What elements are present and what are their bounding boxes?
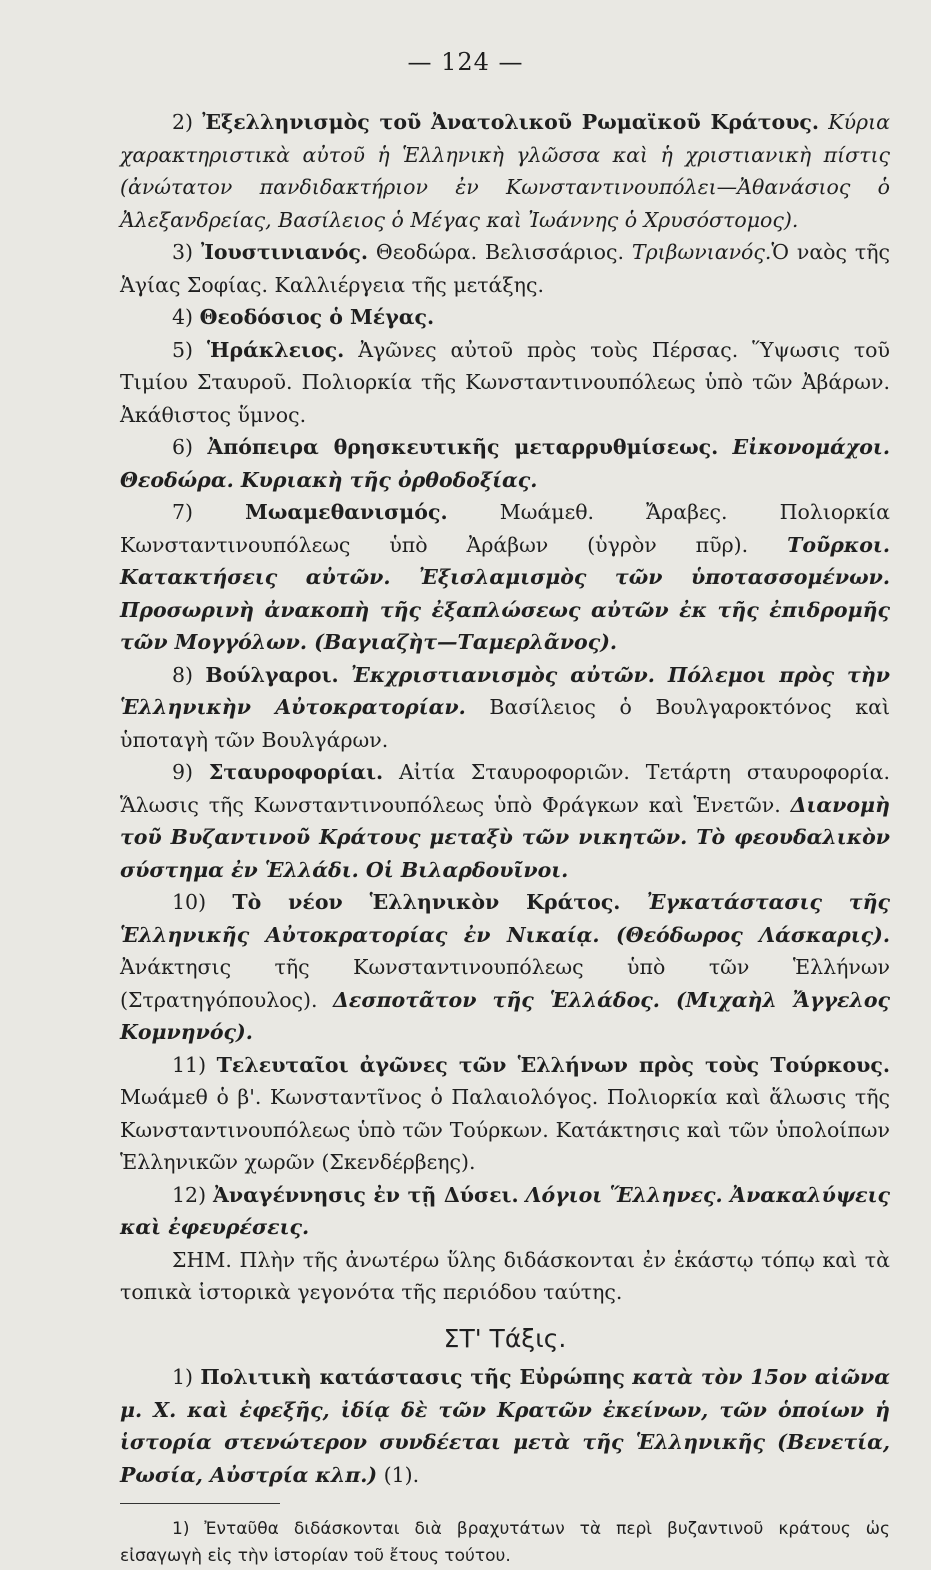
item-heading: Μωαμεθανισμός. xyxy=(245,500,448,524)
note-paragraph: ΣΗΜ. Πλὴν τῆς ἀνωτέρω ὕλης διδάσκονται ἐν ἑκάστῳ τόπῳ καὶ τὰ τοπικὰ ἱστορικὰ γεγονότα τῆς περιόδου ταύτης. xyxy=(120,1247,890,1304)
item-number: 7) xyxy=(172,500,194,524)
footnote-marker: 1) xyxy=(172,1519,190,1539)
footnote-divider xyxy=(120,1503,280,1504)
paragraph-item-6 xyxy=(120,431,890,496)
item-heading: Τὸ νέον Ἑλληνικὸν Κράτος. xyxy=(232,890,621,914)
item-text-italic: Εἰκονομάχοι. Θεοδώρα. Κυριακὴ τῆς ὀρθοδοξίας. xyxy=(120,435,890,492)
paragraph-item-2 xyxy=(120,106,890,236)
item-text-italic: Ἐκχριστιανισμὸς αὐτῶν. Πόλεμοι πρὸς τὴν Ἑλληνικὴν Αὐτοκρατορίαν. xyxy=(120,662,890,719)
item-heading: Θεοδόσιος ὁ Μέγας. xyxy=(199,305,435,329)
item-number: 8) xyxy=(172,662,194,687)
paragraph-item-10 xyxy=(120,886,890,1049)
item-text-italic: Ἐγκατάστασις τῆς Ἑλληνικῆς Αὐτοκρατορίας ἐν Νικαίᾳ. (Θεόδωρος Λάσκαρις). xyxy=(120,890,890,947)
item-text-italic: Διανομὴ τοῦ Βυζαντινοῦ Κράτους μεταξὺ τῶν νικητῶν. Τὸ φεουδαλικὸν σύστημα ἐν Ἑλλάδι. Οἱ Βιλαρδουῖνοι. xyxy=(120,792,890,882)
item-number: 10) xyxy=(172,890,207,914)
item-number: 1) xyxy=(172,1365,194,1389)
item-number: 11) xyxy=(172,1052,207,1077)
item-text: Μωάμεθ. Ἄραβες. Πολιορκία Κωνσταντινουπόλεως ὑπὸ Ἀράβων (ὑγρὸν πῦρ). xyxy=(120,500,890,557)
item-text-italic: Τοῦρκοι. Κατακτήσεις αὐτῶν. Ἐξισλαμισμὸς τῶν ὑποτασσομένων. Προσωρινὴ ἀνακοπὴ τῆς ἐξαπλώσεως αὐτῶν ἐκ τῆς ἐπιδρομῆς τῶν Μογγόλων. (Βαγιαζὴτ—Ταμερλᾶνος). xyxy=(120,532,890,654)
item-heading: Ἀπόπειρα θρησκευτικῆς μεταρρυθμίσεως. xyxy=(207,435,719,459)
document-body xyxy=(120,106,890,1570)
item-text: Μωάμεθ ὁ β'. Κωνσταντῖνος ὁ Παλαιολόγος. Πολιορκία καὶ ἅλωσις τῆς Κωνσταντινουπόλεως ὑπὸ τῶν Τούρκων. Κατάκτησις καὶ τῶν ὑπολοίπων Ἑλληνικῶν χωρῶν (Σκενδέρβεης). xyxy=(120,1085,890,1174)
paragraph-item-9 xyxy=(120,756,890,886)
paragraph-item-12 xyxy=(120,1179,890,1244)
paragraph-item-3 xyxy=(120,236,890,301)
paragraph-item-8 xyxy=(120,659,890,757)
item-text-italic: Λόγιοι Ἕλληνες. Ἀνακαλύψεις καὶ ἐφευρέσεις. xyxy=(120,1182,890,1239)
item-text: Κύρια χαρακτηριστικὰ αὐτοῦ ἡ Ἑλληνικὴ γλῶσσα καὶ ἡ χριστιανικὴ πίστις (ἀνώτατον πανδιδακτήριον ἐν Κωνσταντινουπόλει—Ἀθανάσιος ὁ Ἀλεξανδρείας, Βασίλειος ὁ Μέγας καὶ Ἰωάννης ὁ Χρυσόστομος). xyxy=(120,110,890,232)
item-number: 6) xyxy=(172,435,194,459)
paragraph-item-11 xyxy=(120,1049,890,1179)
item-text: Θεοδώρα. Βελισσάριος. xyxy=(375,240,624,264)
item-text: Ἀνάκτησις τῆς Κωνσταντινουπόλεως ὑπὸ τῶν Ἑλλήνων (Στρατηγόπουλος). xyxy=(120,955,890,1012)
item-text-italic: κατὰ τὸν 15ον αἰῶνα μ. Χ. καὶ ἐφεξῆς, ἰδίᾳ δὲ τῶν Κρατῶν ἐκείνων, τῶν ὁποίων ἡ ἱστορία στενώτερον συνδέεται μετὰ τῆς Ἑλληνικῆς (Βενετία, Ρωσία, Αὐστρία κλπ.) xyxy=(120,1365,890,1487)
paragraph-item-5 xyxy=(120,334,890,432)
item-number: 5) xyxy=(172,337,194,362)
item-text: Αἰτία Σταυροφοριῶν. Τετάρτη σταυροφορία. Ἅλωσις τῆς Κωνσταντινουπόλεως ὑπὸ Φράγκων καὶ Ἑνετῶν. xyxy=(120,760,890,817)
item-text: Ὁ ναὸς τῆς Ἁγίας Σοφίας. Καλλιέργεια τῆς μετάξης. xyxy=(120,240,890,297)
paragraph-item-4 xyxy=(120,301,890,334)
item-text-italic: Δεσποτᾶτον τῆς Ἑλλάδος. (Μιχαὴλ Ἄγγελος Κομνηνός). xyxy=(120,987,890,1044)
item-heading: Πολιτικὴ κατάστασις τῆς Εὐρώπης xyxy=(200,1365,625,1389)
paragraph-item-7 xyxy=(120,496,890,659)
footnote xyxy=(120,1516,890,1570)
item-heading: Σταυροφορίαι. xyxy=(208,760,384,784)
item-heading: Ἀναγέννησις ἐν τῇ Δύσει. xyxy=(213,1182,519,1207)
page-number: — 124 — xyxy=(407,48,524,76)
item-text: Βασίλειος ὁ Βουλγαροκτόνος καὶ ὑποταγὴ τῶν Βουλγάρων. xyxy=(120,695,890,752)
item-heading: Ἐξελληνισμὸς τοῦ Ἀνατολικοῦ Ρωμαϊκοῦ Κράτους. xyxy=(202,110,820,134)
paragraph-section-item-1 xyxy=(120,1361,890,1491)
item-number: 2) xyxy=(172,110,194,134)
item-number: 9) xyxy=(172,760,194,784)
section-title: ΣΤ' Τάξις. xyxy=(443,1323,567,1353)
item-heading: Ἰουστινιανός. xyxy=(200,240,368,264)
item-number: 3) xyxy=(172,240,194,264)
item-text: Ἀγῶνες αὐτοῦ πρὸς τοὺς Πέρσας. Ὕψωσις τοῦ Τιμίου Σταυροῦ. Πολιορκία τῆς Κωνσταντινουπόλεως ὑπὸ τῶν Ἀβάρων. Ἀκάθιστος ὕμνος. xyxy=(120,337,890,427)
item-heading: Βούλγαροι. xyxy=(205,662,339,687)
footnote-reference: (1). xyxy=(383,1462,420,1487)
item-heading: Ἡράκλειος. xyxy=(207,337,345,362)
item-number: 4) xyxy=(172,305,194,329)
item-number: 12) xyxy=(172,1182,207,1207)
footnote-text: Ἐνταῦθα διδάσκονται διὰ βραχυτάτων τὰ περὶ βυζαντινοῦ κράτους ὡς εἰσαγωγὴ εἰς τὴν ἱστορίαν τοῦ ἔτους τούτου. xyxy=(120,1519,890,1566)
item-text-italic: Τριβωνιανός. xyxy=(631,240,772,264)
item-heading: Τελευταῖοι ἀγῶνες τῶν Ἑλλήνων πρὸς τοὺς Τούρκους. xyxy=(216,1052,890,1077)
